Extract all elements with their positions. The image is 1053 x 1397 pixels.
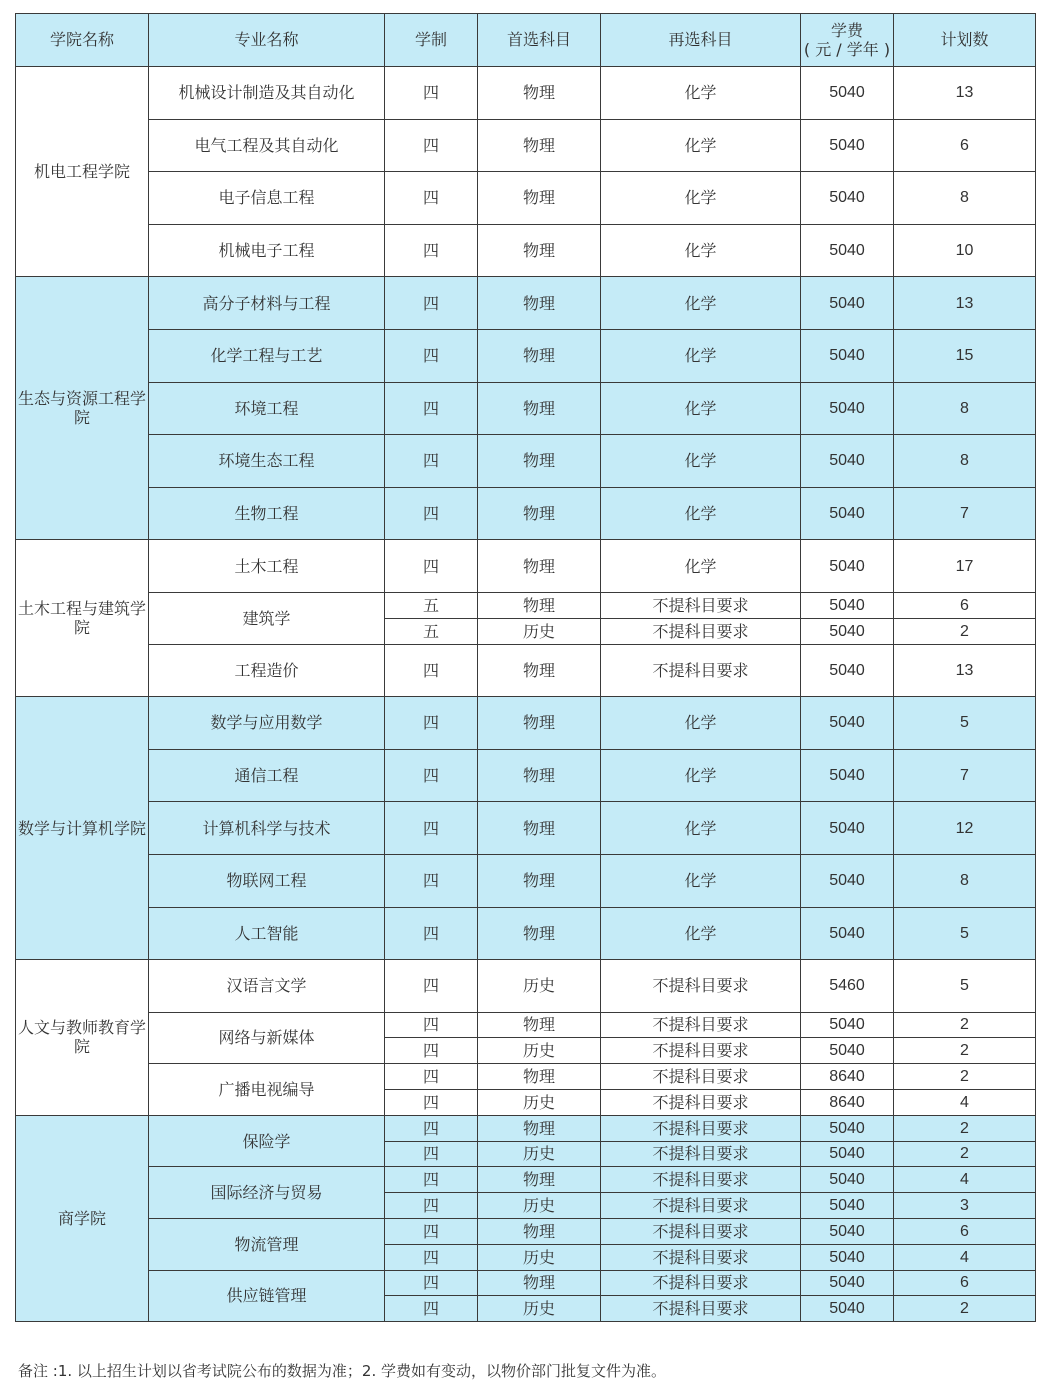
tuition-cell: 5040 (801, 540, 894, 593)
major-cell: 建筑学 (149, 592, 385, 644)
second-subject-cell: 化学 (601, 67, 801, 120)
first-subject-cell: 物理 (478, 119, 601, 172)
plan-cell: 13 (894, 67, 1036, 120)
header-tuition-line1: 学费 (830, 20, 863, 40)
second-subject-cell: 化学 (601, 329, 801, 382)
duration-cell: 四 (385, 1115, 478, 1141)
header-tuition-line2: ( 元 / 学年 ) (803, 40, 891, 59)
header-duration: 学制 (385, 14, 478, 67)
tuition-cell: 5040 (801, 435, 894, 488)
duration-cell: 四 (385, 172, 478, 225)
duration-cell: 四 (385, 435, 478, 488)
major-cell: 机械设计制造及其自动化 (149, 67, 385, 120)
table-row (16, 592, 1036, 618)
first-subject-cell: 历史 (478, 1296, 601, 1322)
duration-cell: 四 (385, 487, 478, 540)
plan-cell: 8 (894, 172, 1036, 225)
major-cell: 化学工程与工艺 (149, 329, 385, 382)
first-subject-cell: 物理 (478, 224, 601, 277)
first-subject-cell: 物理 (478, 1115, 601, 1141)
plan-cell: 4 (894, 1167, 1036, 1193)
second-subject-cell: 化学 (601, 172, 801, 225)
major-cell: 广播电视编导 (149, 1064, 385, 1116)
plan-cell: 5 (894, 697, 1036, 750)
plan-cell: 13 (894, 644, 1036, 697)
second-subject-cell: 化学 (601, 697, 801, 750)
table-row (16, 1064, 1036, 1090)
duration-cell: 四 (385, 749, 478, 802)
header-tuition (801, 14, 894, 67)
plan-cell: 4 (894, 1244, 1036, 1270)
plan-cell: 4 (894, 1090, 1036, 1116)
plan-cell: 15 (894, 329, 1036, 382)
major-cell: 土木工程 (149, 540, 385, 593)
duration-cell: 五 (385, 618, 478, 644)
second-subject-cell: 化学 (601, 435, 801, 488)
duration-cell: 四 (385, 277, 478, 330)
table-row (16, 277, 1036, 330)
tuition-cell: 5460 (801, 960, 894, 1013)
second-subject-cell: 化学 (601, 802, 801, 855)
plan-cell: 6 (894, 592, 1036, 618)
second-subject-cell: 不提科目要求 (601, 592, 801, 618)
plan-cell: 2 (894, 1296, 1036, 1322)
second-subject-cell: 不提科目要求 (601, 1193, 801, 1219)
major-cell: 汉语言文学 (149, 960, 385, 1013)
major-cell: 通信工程 (149, 749, 385, 802)
tuition-cell: 8640 (801, 1064, 894, 1090)
major-cell: 供应链管理 (149, 1270, 385, 1322)
first-subject-cell: 物理 (478, 277, 601, 330)
second-subject-cell: 不提科目要求 (601, 1244, 801, 1270)
plan-cell: 2 (894, 1115, 1036, 1141)
table-row (16, 697, 1036, 750)
plan-cell: 8 (894, 854, 1036, 907)
table-row (16, 854, 1036, 907)
major-cell: 环境工程 (149, 382, 385, 435)
first-subject-cell: 物理 (478, 697, 601, 750)
tuition-cell: 5040 (801, 224, 894, 277)
duration-cell: 四 (385, 329, 478, 382)
table-row (16, 1115, 1036, 1141)
second-subject-cell: 化学 (601, 749, 801, 802)
first-subject-cell: 物理 (478, 1167, 601, 1193)
duration-cell: 四 (385, 1244, 478, 1270)
second-subject-cell: 化学 (601, 224, 801, 277)
plan-cell: 6 (894, 1270, 1036, 1296)
college-cell: 数学与计算机学院 (16, 697, 149, 960)
table-row (16, 382, 1036, 435)
tuition-cell: 5040 (801, 644, 894, 697)
tuition-cell: 5040 (801, 1219, 894, 1245)
second-subject-cell: 不提科目要求 (601, 1296, 801, 1322)
plan-cell: 6 (894, 1219, 1036, 1245)
first-subject-cell: 物理 (478, 487, 601, 540)
first-subject-cell: 物理 (478, 67, 601, 120)
tuition-cell: 5040 (801, 697, 894, 750)
tuition-cell: 5040 (801, 907, 894, 960)
table-body (16, 67, 1036, 1322)
duration-cell: 四 (385, 1270, 478, 1296)
duration-cell: 四 (385, 907, 478, 960)
tuition-cell: 5040 (801, 802, 894, 855)
first-subject-cell: 历史 (478, 618, 601, 644)
college-cell: 商学院 (16, 1115, 149, 1321)
tuition-cell: 5040 (801, 1296, 894, 1322)
plan-cell: 2 (894, 618, 1036, 644)
plan-cell: 13 (894, 277, 1036, 330)
major-cell: 环境生态工程 (149, 435, 385, 488)
header-major: 专业名称 (149, 14, 385, 67)
table-row (16, 802, 1036, 855)
second-subject-cell: 不提科目要求 (601, 1219, 801, 1245)
major-cell: 计算机科学与技术 (149, 802, 385, 855)
tuition-cell: 5040 (801, 329, 894, 382)
first-subject-cell: 历史 (478, 1141, 601, 1167)
second-subject-cell: 不提科目要求 (601, 1090, 801, 1116)
second-subject-cell: 化学 (601, 382, 801, 435)
second-subject-cell: 不提科目要求 (601, 1012, 801, 1038)
major-cell: 网络与新媒体 (149, 1012, 385, 1064)
duration-cell: 四 (385, 802, 478, 855)
first-subject-cell: 物理 (478, 435, 601, 488)
tuition-cell: 5040 (801, 277, 894, 330)
table-row (16, 224, 1036, 277)
duration-cell: 四 (385, 224, 478, 277)
plan-cell: 7 (894, 487, 1036, 540)
plan-cell: 2 (894, 1141, 1036, 1167)
major-cell: 机械电子工程 (149, 224, 385, 277)
duration-cell: 四 (385, 1090, 478, 1116)
tuition-cell: 5040 (801, 67, 894, 120)
major-cell: 国际经济与贸易 (149, 1167, 385, 1219)
first-subject-cell: 历史 (478, 1193, 601, 1219)
duration-cell: 五 (385, 592, 478, 618)
second-subject-cell: 不提科目要求 (601, 618, 801, 644)
enrollment-plan-table (15, 13, 1036, 1322)
table-row (16, 1012, 1036, 1038)
tuition-cell: 8640 (801, 1090, 894, 1116)
second-subject-cell: 化学 (601, 277, 801, 330)
duration-cell: 四 (385, 1167, 478, 1193)
first-subject-cell: 物理 (478, 802, 601, 855)
second-subject-cell: 不提科目要求 (601, 644, 801, 697)
first-subject-cell: 历史 (478, 1244, 601, 1270)
major-cell: 物流管理 (149, 1219, 385, 1271)
plan-cell: 2 (894, 1064, 1036, 1090)
table-row (16, 67, 1036, 120)
tuition-cell: 5040 (801, 172, 894, 225)
table-row (16, 435, 1036, 488)
second-subject-cell: 不提科目要求 (601, 1064, 801, 1090)
duration-cell: 四 (385, 1064, 478, 1090)
second-subject-cell: 不提科目要求 (601, 1270, 801, 1296)
duration-cell: 四 (385, 1296, 478, 1322)
duration-cell: 四 (385, 1012, 478, 1038)
first-subject-cell: 物理 (478, 1270, 601, 1296)
plan-cell: 5 (894, 907, 1036, 960)
first-subject-cell: 物理 (478, 172, 601, 225)
tuition-cell: 5040 (801, 592, 894, 618)
plan-cell: 10 (894, 224, 1036, 277)
second-subject-cell: 不提科目要求 (601, 960, 801, 1013)
duration-cell: 四 (385, 67, 478, 120)
table-row (16, 749, 1036, 802)
table-row (16, 907, 1036, 960)
major-cell: 高分子材料与工程 (149, 277, 385, 330)
first-subject-cell: 历史 (478, 1038, 601, 1064)
first-subject-cell: 历史 (478, 1090, 601, 1116)
tuition-cell: 5040 (801, 382, 894, 435)
college-cell: 人文与教师教育学院 (16, 960, 149, 1116)
plan-cell: 3 (894, 1193, 1036, 1219)
second-subject-cell: 化学 (601, 854, 801, 907)
second-subject-cell: 不提科目要求 (601, 1141, 801, 1167)
plan-cell: 7 (894, 749, 1036, 802)
first-subject-cell: 历史 (478, 960, 601, 1013)
first-subject-cell: 物理 (478, 854, 601, 907)
first-subject-cell: 物理 (478, 540, 601, 593)
second-subject-cell: 不提科目要求 (601, 1038, 801, 1064)
header-second-subject: 再选科目 (601, 14, 801, 67)
table-row (16, 172, 1036, 225)
first-subject-cell: 物理 (478, 907, 601, 960)
major-cell: 物联网工程 (149, 854, 385, 907)
second-subject-cell: 不提科目要求 (601, 1115, 801, 1141)
major-cell: 人工智能 (149, 907, 385, 960)
first-subject-cell: 物理 (478, 644, 601, 697)
plan-cell: 12 (894, 802, 1036, 855)
first-subject-cell: 物理 (478, 749, 601, 802)
header-plan: 计划数 (894, 14, 1036, 67)
first-subject-cell: 物理 (478, 329, 601, 382)
tuition-cell: 5040 (801, 749, 894, 802)
tuition-cell: 5040 (801, 618, 894, 644)
tuition-cell: 5040 (801, 119, 894, 172)
tuition-cell: 5040 (801, 1141, 894, 1167)
header-first-subject: 首选科目 (478, 14, 601, 67)
tuition-cell: 5040 (801, 1270, 894, 1296)
first-subject-cell: 物理 (478, 1219, 601, 1245)
duration-cell: 四 (385, 697, 478, 750)
tuition-cell: 5040 (801, 1167, 894, 1193)
duration-cell: 四 (385, 644, 478, 697)
major-cell: 生物工程 (149, 487, 385, 540)
tuition-cell: 5040 (801, 854, 894, 907)
table-row (16, 1219, 1036, 1245)
first-subject-cell: 物理 (478, 1064, 601, 1090)
header-college: 学院名称 (16, 14, 149, 67)
duration-cell: 四 (385, 1193, 478, 1219)
college-cell: 生态与资源工程学院 (16, 277, 149, 540)
college-cell: 土木工程与建筑学院 (16, 540, 149, 697)
college-cell: 机电工程学院 (16, 67, 149, 277)
tuition-cell: 5040 (801, 487, 894, 540)
plan-cell: 8 (894, 435, 1036, 488)
tuition-cell: 5040 (801, 1012, 894, 1038)
second-subject-cell: 化学 (601, 540, 801, 593)
table-row (16, 329, 1036, 382)
duration-cell: 四 (385, 960, 478, 1013)
second-subject-cell: 化学 (601, 487, 801, 540)
tuition-cell: 5040 (801, 1115, 894, 1141)
table-row (16, 540, 1036, 593)
tuition-cell: 5040 (801, 1244, 894, 1270)
plan-cell: 17 (894, 540, 1036, 593)
table-row (16, 119, 1036, 172)
table-row (16, 487, 1036, 540)
major-cell: 工程造价 (149, 644, 385, 697)
first-subject-cell: 物理 (478, 1012, 601, 1038)
major-cell: 电气工程及其自动化 (149, 119, 385, 172)
plan-cell: 8 (894, 382, 1036, 435)
duration-cell: 四 (385, 1038, 478, 1064)
major-cell: 电子信息工程 (149, 172, 385, 225)
header-row (16, 14, 1036, 67)
first-subject-cell: 物理 (478, 382, 601, 435)
duration-cell: 四 (385, 1219, 478, 1245)
duration-cell: 四 (385, 540, 478, 593)
first-subject-cell: 物理 (478, 592, 601, 618)
table-row (16, 960, 1036, 1013)
duration-cell: 四 (385, 119, 478, 172)
table-row (16, 1270, 1036, 1296)
duration-cell: 四 (385, 1141, 478, 1167)
tuition-cell: 5040 (801, 1193, 894, 1219)
second-subject-cell: 不提科目要求 (601, 1167, 801, 1193)
duration-cell: 四 (385, 382, 478, 435)
plan-cell: 6 (894, 119, 1036, 172)
duration-cell: 四 (385, 854, 478, 907)
plan-cell: 2 (894, 1012, 1036, 1038)
plan-cell: 5 (894, 960, 1036, 1013)
second-subject-cell: 化学 (601, 119, 801, 172)
plan-cell: 2 (894, 1038, 1036, 1064)
second-subject-cell: 化学 (601, 907, 801, 960)
tuition-cell: 5040 (801, 1038, 894, 1064)
footnote: 备注 :1. 以上招生计划以省考试院公布的数据为准；2. 学费如有变动，以物价部门批复文件为准。 (18, 1362, 666, 1380)
major-cell: 保险学 (149, 1115, 385, 1167)
table-row (16, 644, 1036, 697)
major-cell: 数学与应用数学 (149, 697, 385, 750)
table-row (16, 1167, 1036, 1193)
